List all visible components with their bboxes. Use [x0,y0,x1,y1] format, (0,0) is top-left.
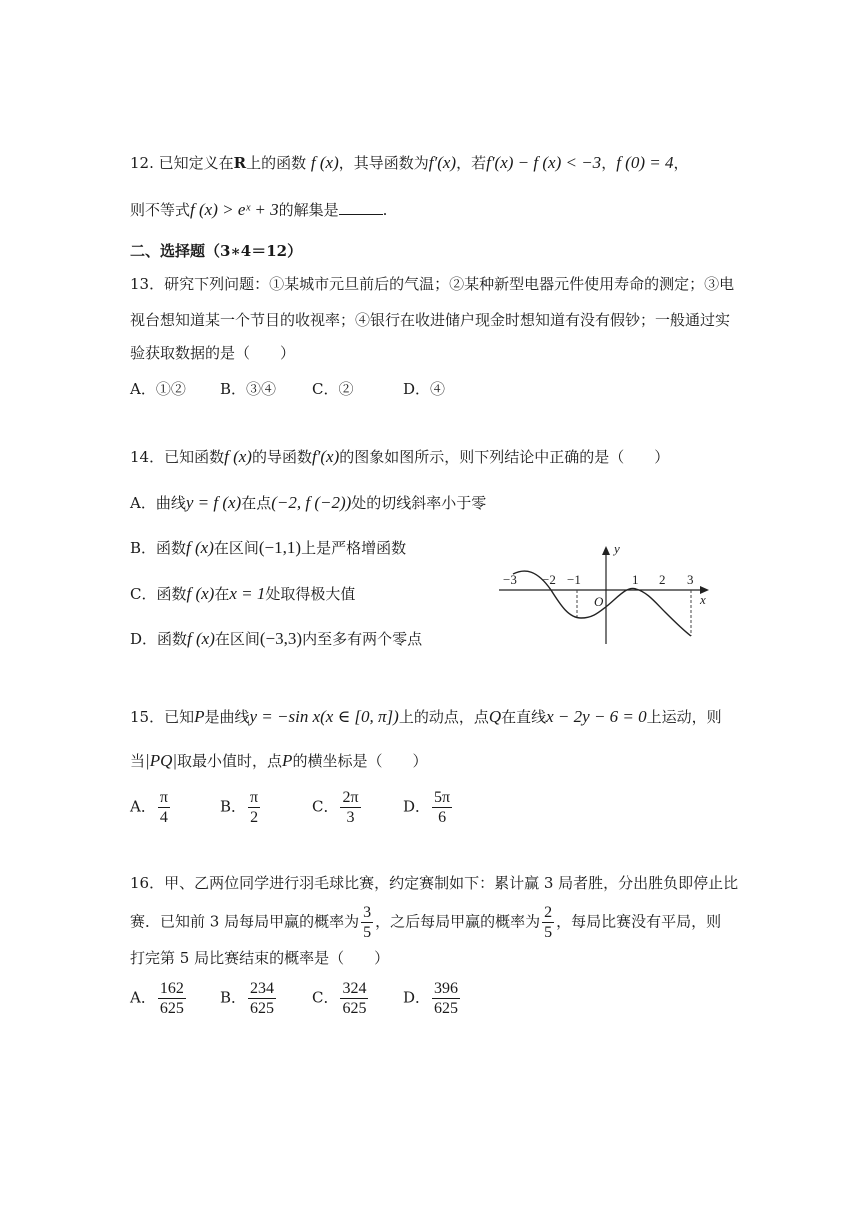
q14-option-text: 在区间 [213,539,259,557]
option-fraction [158,788,170,827]
option-fraction [340,788,360,827]
option-letter: B． [220,988,247,1007]
q16-option-b [220,979,278,1018]
q15-curve: y = −sin x [249,707,321,726]
q14-stem-text: 的图象如图所示，则下列结论中正确的是（ ） [339,448,670,466]
option-fraction [432,979,460,1018]
origin-label: O [594,594,604,609]
fraction-numerator: 324 [342,980,367,997]
q12-real-set: R [233,154,247,172]
q14-option-math: y = f (x) [185,493,242,512]
q12-fpx: f′(x) [428,153,457,172]
q15-text: 上的动点，点 [398,708,489,726]
y-axis-arrow [602,546,610,555]
q15-line-equation: x − 2y − 6 = 0 [546,707,647,726]
q16-line2 [130,903,721,942]
fraction-numerator: 234 [250,980,275,997]
q14-option-d [130,628,422,650]
option-letter: C． [312,797,339,816]
q14-option-math: f (x) [187,629,215,648]
fraction-numerator: 3 [363,904,372,921]
option-letter: C． [312,988,339,1007]
fraction-numerator: π [159,789,168,806]
section-heading: 二、选择题（3∗4＝12） [130,242,303,260]
q14-fpx: f′(x) [311,447,340,466]
q14-option-text: C．函数 [130,585,187,603]
tick-label-neg3: −3 [503,572,517,587]
q12-text: 已知定义在 [158,154,234,172]
fraction-denominator: 625 [250,1000,275,1017]
q14-option-math: f (x) [186,538,214,557]
q12-period: . [382,201,388,219]
tick-label-2: 2 [659,572,666,587]
q14-option-math: (−3,3) [259,629,303,648]
option-letter: A． [130,797,156,816]
q15-text: 取最小值时，点 [177,752,283,770]
answer-blank [339,200,383,215]
q14-option-c [130,583,355,605]
q13-line3: 验获取数据的是（ ） [130,344,296,362]
tick-label-neg1: −1 [567,572,581,587]
y-axis-label: y [614,541,620,556]
q15-option-d [403,788,454,827]
q14-option-math: f (x) [186,584,215,603]
fraction-denominator: 5 [363,924,372,941]
q15-point-q: Q [488,707,502,726]
fraction-numerator: 2π [342,789,359,806]
q16-fraction-1 [361,903,373,942]
fraction-denominator: 6 [438,809,447,826]
q14-option-text: 处取得极大值 [265,585,356,603]
q12-line2 [130,199,387,221]
fraction-denominator: 625 [342,1000,367,1017]
q14-stem-text: 14．已知函数 [130,448,225,466]
q15-line2 [130,750,427,772]
q15-distance: |PQ| [145,751,178,770]
q12-text: ，若 [456,154,487,172]
q15-text: 在直线 [501,708,547,726]
tick-label-3: 3 [687,572,694,587]
q14-option-text: 在点 [241,494,272,512]
q12-sep: ， [601,154,617,172]
q12-number: 12. [130,154,154,172]
q14-option-text: 在 [214,585,230,603]
q12-condition-1: f′(x) − f (x) < −3 [486,153,602,172]
q14-option-text: 在区间 [214,630,260,648]
option-letter: D． [403,988,431,1007]
option-fraction [432,788,452,827]
q15-text: 15．已知 [130,708,195,726]
q15-text: 当 [130,752,146,770]
fraction-numerator: π [250,789,259,806]
q14-fx: f (x) [224,447,252,466]
q13-option-b: B．③④ [220,380,277,398]
q15-text: 上运动，则 [646,708,722,726]
fraction-numerator: 2 [544,904,553,921]
q16-fraction-2 [542,903,554,942]
q15-option-a [130,788,172,827]
q13-line2: 视台想知道某一个节目的收视率；④银行在收进储户现金时想知道有没有假钞；一般通过实 [130,311,731,329]
q14-stem [130,446,669,468]
fraction-denominator: 5 [544,924,553,941]
q13-option-c: C．② [312,380,354,398]
q15-domain: (x ∈ [0, π]) [320,707,399,726]
q16-option-d [403,979,462,1018]
fraction-numerator: 5π [434,789,451,806]
x-axis-label: x [700,592,706,607]
q14-option-text: 上是严格增函数 [301,539,407,557]
q15-text: 是曲线 [204,708,250,726]
option-letter: A． [130,988,156,1007]
q15-option-b [220,788,262,827]
option-fraction [248,979,276,1018]
q16-text: 赛．已知前 3 局每局甲赢的概率为 [130,912,360,931]
fraction-denominator: 625 [159,1000,184,1017]
fraction-numerator: 396 [434,980,459,997]
q13-option-a: A．①② [130,380,186,398]
option-fraction [248,788,260,827]
q12-text: 则不等式 [130,201,191,219]
q15-option-c [312,788,363,827]
q16-option-a [130,979,188,1018]
q12-fx: f (x) [310,153,339,172]
q12-inequality: f (x) > eˣ + 3 [190,200,279,219]
q14-stem-text: 的导函数 [251,448,312,466]
q14-option-text: D．函数 [130,630,188,648]
q12-line1 [130,152,689,174]
q14-option-b [130,537,406,559]
q16-line3: 打完第 5 局比赛结束的概率是（ ） [130,949,390,967]
fraction-denominator: 3 [346,809,355,826]
derivative-graph [495,540,715,645]
q16-line1: 16．甲、乙两位同学进行羽毛球比赛，约定赛制如下：累计赢 3 局者胜，分出胜负即停止比 [130,874,739,892]
q14-option-math: (−2, f (−2)) [271,493,352,512]
fraction-numerator: 162 [159,980,184,997]
q15-point-p: P [282,751,293,770]
q14-option-a [130,492,486,514]
option-fraction [340,979,368,1018]
fraction-denominator: 625 [434,1000,459,1017]
q14-option-text: A．曲线 [130,494,186,512]
q14-option-text: 内至多有两个零点 [302,630,423,648]
option-letter: D． [403,797,431,816]
q14-option-math: (−1,1) [258,538,302,557]
q14-option-math: x = 1 [229,584,266,603]
q16-text: ，每局比赛没有平局，则 [556,912,722,931]
tick-label-neg2: −2 [542,572,556,587]
q12-condition-2: f (0) = 4 [616,153,674,172]
q12-text: 的解集是 [278,201,339,219]
q13-option-d: D．④ [403,380,446,398]
q12-text: 上的函数 [246,154,307,172]
q15-point-p: P [194,707,205,726]
q14-option-text: B．函数 [130,539,187,557]
fraction-denominator: 4 [159,809,168,826]
tick-label-1: 1 [632,572,639,587]
q15-text: 的横坐标是（ ） [292,752,428,770]
q16-text: ，之后每局甲赢的概率为 [375,912,541,931]
fraction-denominator: 2 [250,809,259,826]
q13-line1: 13．研究下列问题：①某城市元旦前后的气温；②某种新型电器元件使用寿命的测定；③电 [130,275,735,293]
q15-line1 [130,706,722,728]
q16-option-c [312,979,370,1018]
q14-option-text: 处的切线斜率小于零 [351,494,487,512]
option-fraction [158,979,186,1018]
q12-end: ， [673,154,689,172]
option-letter: B． [220,797,247,816]
q12-text: ，其导函数为 [338,154,429,172]
